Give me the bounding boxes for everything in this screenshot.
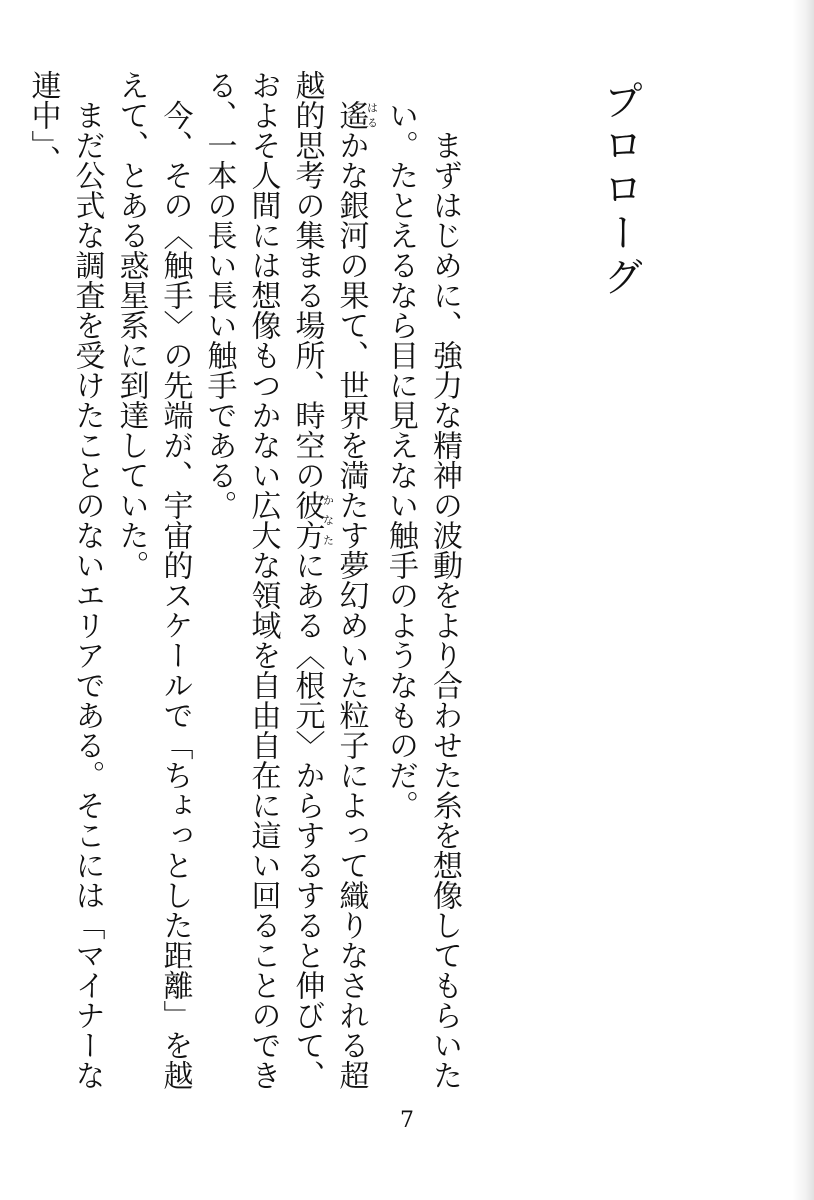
paragraph: 遙はるかな銀河の果て、世界を満たす夢幻めいた粒子によって織りなされる超越的思考の集まる場所、時空の彼方かなたにある〈根元〉からするすると伸びて、およそ人間には想像もつかない広大な領域を自由自在に這い回ることのできる、一本の長い長い触手である。	[201, 70, 379, 1090]
ruby-reading: はる	[365, 100, 379, 130]
paragraph: まだ公式な調査を受けたことのないエリアである。そこには「マイナーな連中」、	[25, 70, 105, 1090]
chapter-title: プロローグ	[597, 80, 643, 300]
page-number: 7	[400, 1108, 414, 1133]
paragraph: まずはじめに、強力な精神の波動をより合わせた糸を想像してもらいたい。たとえるなら目に見えない触手のようなものだ。	[383, 100, 462, 1090]
ruby-annotation: 彼方かなた	[289, 490, 335, 550]
body-text	[21, 70, 467, 1110]
paragraph: 今、その〈触手〉の先端が、宇宙的スケールで「ちょっとした距離」を越えて、とある惑星系に到達していた。	[113, 70, 193, 1090]
ruby-annotation: 遙はる	[333, 100, 379, 130]
scan-edge-shadow	[792, 0, 814, 1200]
ruby-reading: かなた	[321, 490, 335, 550]
